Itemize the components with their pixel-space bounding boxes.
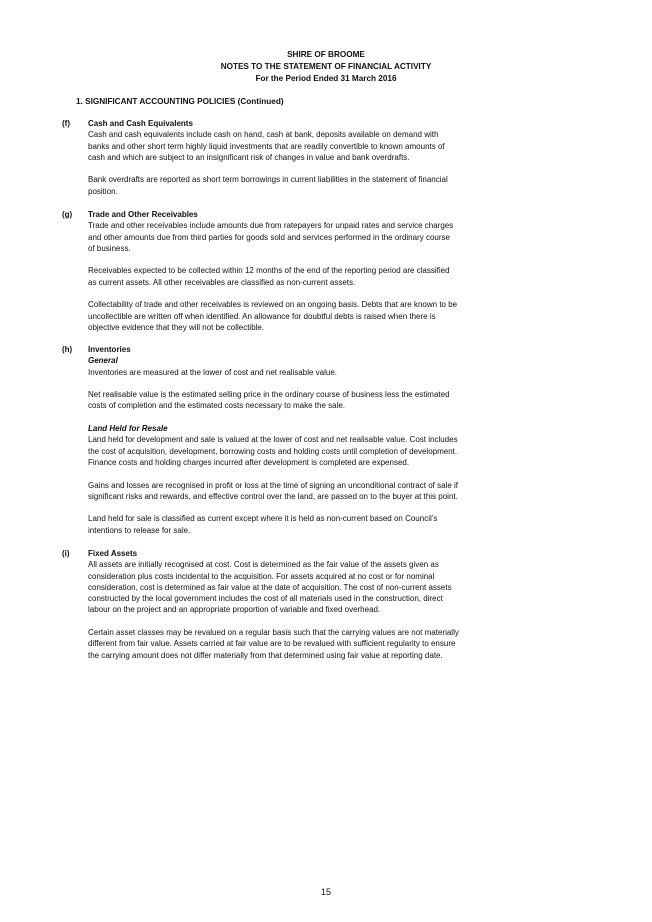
note-g-letter: (g) [62, 210, 73, 219]
note-h-letter: (h) [62, 345, 73, 354]
header-period: For the Period Ended 31 March 2016 [255, 74, 397, 83]
note-i-paragraph: All assets are initially recognised at cost. Cost is determined as the fair value of the assets given as consideration plus costs incidental to the acquisition. For assets acquired at no cost or for nominal consideration, cost is determined as fair value at the date of acquisition. The cost of non-current assets constructed by the local government includes the cost of all materials used in the construction, direct labour on the project and an appropriate proportion of variable and fixed overhead. [88, 560, 452, 615]
note-h-paragraph: Net realisable value is the estimated selling price in the ordinary course of business less the estimated costs of completion and the estimated costs necessary to make the sale. [88, 390, 450, 411]
note-i-body [88, 559, 492, 661]
note-i-heading: Fixed Assets [88, 549, 138, 558]
note-h-paragraph: Gains and losses are recognised in profit or loss at the time of signing an unconditional contract of sale if significant risks and rewards, and effective control over the land, are passed on to the buyer at this point. [88, 480, 458, 501]
header-title: NOTES TO THE STATEMENT OF FINANCIAL ACTIVITY [220, 62, 432, 71]
note-f-title [62, 118, 492, 129]
note-g-title [62, 209, 492, 220]
note-g-paragraph: Collectability of trade and other receivables is reviewed on an ongoing basis. Debts that are known to be uncollectible are written off when identified. An allowance for doubtful debts is raised when there is objective evidence that they will not be collectible. [88, 300, 458, 332]
note-h-body [88, 355, 492, 536]
note-g-receivables [62, 209, 492, 333]
note-i-paragraph: Certain asset classes may be revalued on a regular basis such that the carrying values are not materially different from fair value. Assets carried at fair value are to be revalued with sufficient regularity to ensure the carrying amount does not differ materially from that determined using fair value at reporting date. [88, 628, 459, 660]
note-f-paragraph: Bank overdrafts are reported as short term borrowings in current liabilities in the statement of financial position. [88, 175, 448, 196]
note-f-paragraph: Cash and cash equivalents include cash on hand, cash at bank, deposits available on demand with banks and other short term highly liquid investments that are readily convertible to known amounts of cash and which are subject to an insignificant risk of changes in value and bank overdrafts. [88, 130, 445, 162]
note-f-letter: (f) [62, 119, 70, 128]
header-organisation: SHIRE OF BROOME [287, 50, 365, 59]
page-number: 15 [320, 887, 331, 897]
note-i-letter: (i) [62, 549, 70, 558]
note-g-heading: Trade and Other Receivables [88, 210, 198, 219]
note-h-paragraph: Inventories are measured at the lower of cost and net realisable value. [88, 367, 338, 377]
note-f-cash [62, 118, 492, 197]
note-i-fixed-assets [62, 548, 492, 661]
note-f-heading: Cash and Cash Equivalents [88, 119, 193, 128]
section-heading: 1. SIGNIFICANT ACCOUNTING POLICIES (Continued) [76, 97, 284, 106]
note-h-title [62, 344, 492, 355]
note-g-paragraph: Receivables expected to be collected within 12 months of the end of the reporting period are classified as current assets. All other receivables are classified as non-current assets. [88, 266, 450, 287]
note-h-inventories [62, 344, 492, 536]
note-g-paragraph: Trade and other receivables include amounts due from ratepayers for unpaid rates and service charges and other amounts due from third parties for goods sold and services performed in the ordinary course of business. [88, 221, 454, 253]
note-i-title [62, 548, 492, 559]
note-h-paragraph: Land held for development and sale is valued at the lower of cost and net realisable value. Cost includes the cost of acquisition, development, borrowing costs and holding costs until completion of development. Finance costs and holding charges incurred after development is completed are expensed. [88, 435, 458, 467]
note-f-body [88, 129, 492, 197]
note-h-subheading-general: General [88, 356, 118, 366]
note-h-heading: Inventories [88, 345, 131, 354]
note-g-body [88, 220, 492, 333]
note-h-paragraph: Land held for sale is classified as current except where it is held as non-current based on Council’s intentions to release for sale. [88, 514, 438, 535]
document-header [0, 49, 652, 85]
note-h-subheading-land: Land Held for Resale [88, 424, 168, 434]
